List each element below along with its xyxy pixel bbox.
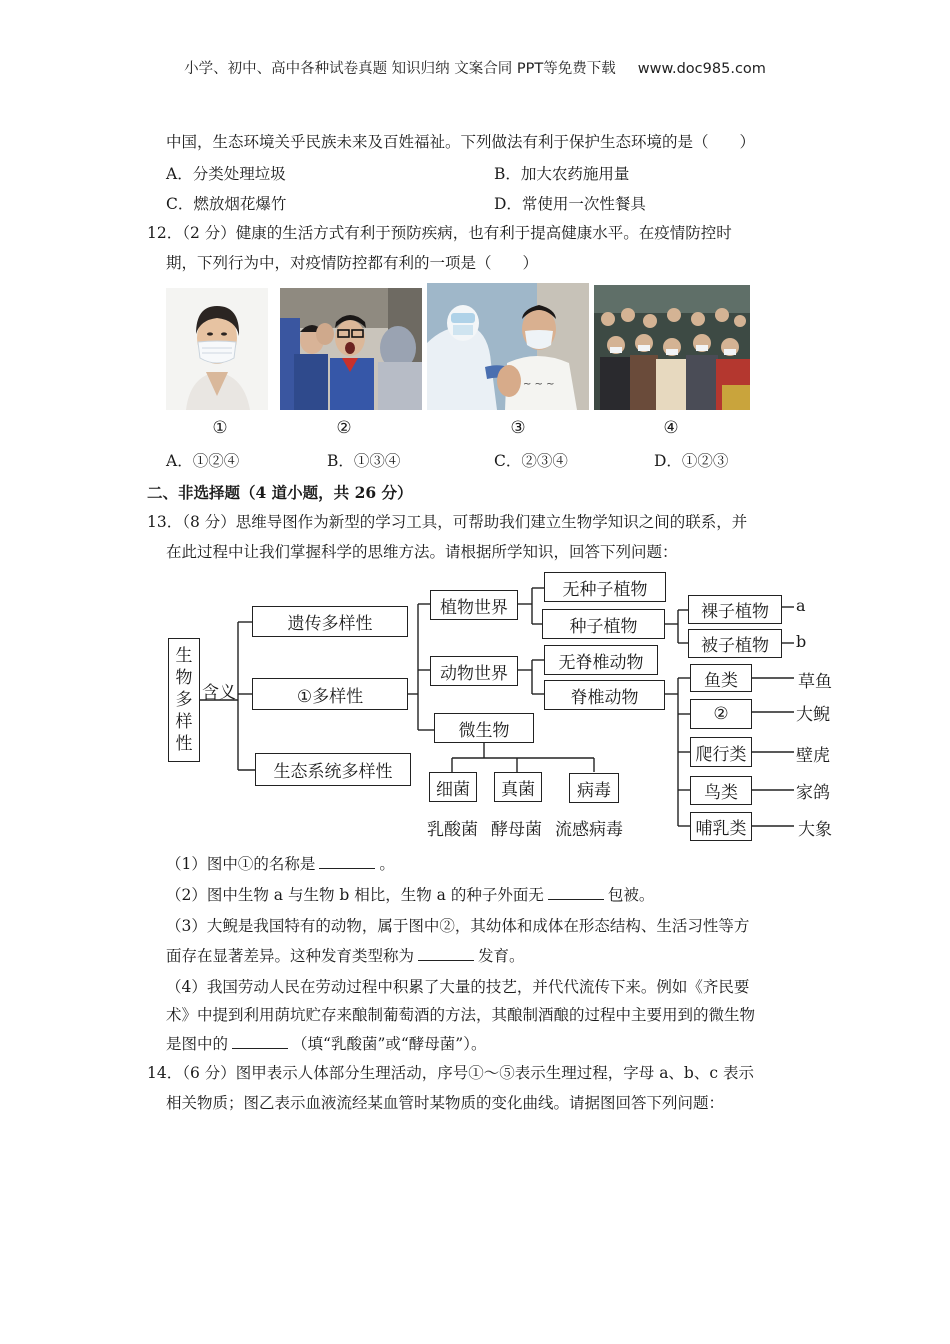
answer-blank-4[interactable] xyxy=(232,1034,288,1049)
fungi-box: 真菌 xyxy=(494,772,542,802)
answer-blank-2[interactable] xyxy=(548,885,604,900)
gymnosperm-box: 裸子植物 xyxy=(688,595,782,624)
q14-stem-line1: 14．（6 分）图甲表示人体部分生理活动，序号①～⑤表示生理过程，字母 a、b、c 表示 xyxy=(147,1064,754,1082)
vertebrate-box: 脊椎动物 xyxy=(544,680,665,710)
label-a: a xyxy=(796,596,806,615)
q13-sub4-text: 是图中的 xyxy=(166,1035,229,1053)
svg-text:~ ~ ~: ~ ~ ~ xyxy=(523,379,555,390)
genetic-diversity-box: 遗传多样性 xyxy=(252,606,408,637)
q13-sub2-end: 包被。 xyxy=(607,886,655,904)
root-char: 物 xyxy=(175,668,193,688)
q13-sub4-line2: 术》中提到利用荫坑贮存来酿制葡萄酒的方法，其酿制酒酿的过程中主要用到的微生物 xyxy=(166,1006,756,1024)
example-yeast: 酵母菌 xyxy=(491,820,542,840)
q11-option-b: B．加大农药施用量 xyxy=(494,165,630,183)
q11-option-d: D．常使用一次性餐具 xyxy=(494,195,646,213)
q13-sub4-line1: （4）我国劳动人民在劳动过程中积累了大量的技艺，并代代流传下来。例如《齐民要 xyxy=(166,978,750,996)
example-lactobacillus: 乳酸菌 xyxy=(427,820,478,840)
ecosystem-diversity-box: 生态系统多样性 xyxy=(255,753,411,786)
q12-option-d: D．①②③ xyxy=(654,452,729,470)
root-biodiversity xyxy=(168,638,200,762)
species-diversity-box: ①多样性 xyxy=(252,678,408,710)
q12-option-b: B．①③④ xyxy=(327,452,401,470)
root-char: 样 xyxy=(175,712,193,732)
answer-blank-1[interactable] xyxy=(319,854,375,869)
photo-number-1: ① xyxy=(212,418,228,438)
example-elephant: 大象 xyxy=(798,820,832,840)
q12-stem-line1: 12．（2 分）健康的生活方式有利于预防疾病，也有利于提高健康水平。在疫情防控时 xyxy=(147,224,732,242)
answer-blank-3[interactable] xyxy=(418,946,474,961)
q13-sub3-text: 面存在显著差异。这种发育类型称为 xyxy=(166,947,415,965)
q13-sub1-text: （1）图中①的名称是 xyxy=(166,855,316,873)
blank-2-box: ② xyxy=(690,699,752,729)
section-title: 二、非选择题（4 道小题，共 26 分） xyxy=(147,483,413,502)
q11-stem: 中国，生态环境关乎民族未来及百姓福祉。下列做法有利于保护生态环境的是（ ） xyxy=(166,133,756,151)
mammal-box: 哺乳类 xyxy=(690,812,752,841)
q13-sub2-text: （2）图中生物 a 与生物 b 相比，生物 a 的种子外面无 xyxy=(166,886,544,904)
invertebrate-box: 无脊椎动物 xyxy=(544,645,658,675)
example-pigeon: 家鸽 xyxy=(796,783,830,803)
angiosperm-box: 被子植物 xyxy=(688,629,782,658)
meaning-label: 含义 xyxy=(202,683,236,703)
header-url[interactable]: www.doc985.com xyxy=(637,61,766,77)
q13-sub1-end: 。 xyxy=(379,855,395,873)
q13-stem-line2: 在此过程中让我们掌握科学的思维方法。请根据所学知识，回答下列问题： xyxy=(166,543,678,561)
virus-box: 病毒 xyxy=(569,773,619,803)
bacteria-box: 细菌 xyxy=(429,772,477,802)
q13-sub3-end: 发育。 xyxy=(478,947,525,965)
root-char: 生 xyxy=(175,646,193,666)
header-text: 小学、初中、高中各种试卷真题 知识归纳 文案合同 PPT等免费下载 xyxy=(184,61,616,77)
q13-sub1 xyxy=(166,854,395,874)
example-salamander: 大鲵 xyxy=(796,705,830,725)
q13-sub4-line3 xyxy=(166,1034,486,1054)
example-gecko: 壁虎 xyxy=(796,746,830,766)
label-b: b xyxy=(796,632,807,651)
example-flu-virus: 流感病毒 xyxy=(555,820,623,840)
q12-option-a: A．①②④ xyxy=(166,452,240,470)
photo-number-4: ④ xyxy=(663,418,679,438)
q14-stem-line2: 相关物质；图乙表示血液流经某血管时某物质的变化曲线。请据图回答下列问题： xyxy=(166,1094,725,1112)
q13-sub4-end: （填“乳酸菌”或“酵母菌”）。 xyxy=(292,1035,487,1053)
reptile-box: 爬行类 xyxy=(690,737,752,767)
q13-stem-line1: 13．（8 分）思维导图作为新型的学习工具，可帮助我们建立生物学知识之间的联系，并 xyxy=(147,513,748,531)
example-grass-carp: 草鱼 xyxy=(798,672,832,692)
q13-sub2 xyxy=(166,885,654,905)
q11-option-a: A．分类处理垃圾 xyxy=(166,165,286,183)
q11-option-c: C．燃放烟花爆竹 xyxy=(166,195,287,213)
animal-world-box: 动物世界 xyxy=(430,656,518,686)
root-char: 多 xyxy=(175,690,193,710)
q13-sub3-line2 xyxy=(166,946,525,966)
plant-world-box: 植物世界 xyxy=(430,590,518,620)
q12-stem-line2: 期，下列行为中，对疫情防控都有利的一项是（ ） xyxy=(166,254,539,272)
seedless-plant-box: 无种子植物 xyxy=(544,572,666,602)
q12-option-c: C．②③④ xyxy=(494,452,568,470)
photo-number-2: ② xyxy=(336,418,352,438)
seed-plant-box: 种子植物 xyxy=(542,609,665,639)
photo-number-3: ③ xyxy=(510,418,526,438)
root-char: 性 xyxy=(175,734,193,754)
q13-sub3-line1: （3）大鲵是我国特有的动物，属于图中②，其幼体和成体在形态结构、生活习性等方 xyxy=(166,917,750,935)
fish-box: 鱼类 xyxy=(690,664,752,692)
microbe-box: 微生物 xyxy=(434,713,534,743)
bird-box: 鸟类 xyxy=(690,776,752,805)
